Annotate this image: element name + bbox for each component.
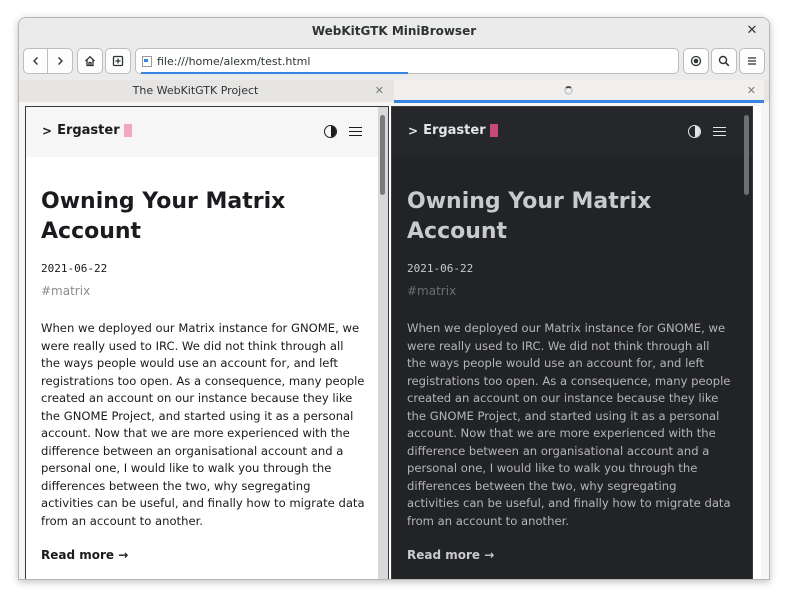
site-menu-icon[interactable] (713, 127, 726, 137)
main-menu-button[interactable] (739, 48, 765, 74)
back-button[interactable] (23, 48, 48, 74)
record-button[interactable] (683, 48, 709, 74)
post-body: When we deployed our Matrix instance for GNOME, we were really used to IRC. We did not think through all the ways people would use an account for, and left registrations too open. As a consequence, many people created an account on our instance because they like the GNOME Project, and started using it as a personal account. Now that we are more experienced with the difference between an organisational account and a personal one, I would like to walk you through the differences between the two, why segregating activities can be useful, and finally how to migrate data from an account to another. (407, 321, 731, 528)
titlebar[interactable] (19, 18, 769, 44)
logo-chevron: > (42, 123, 53, 138)
post-title: Owning Your Matrix Account (407, 189, 652, 244)
tab-close-button[interactable]: ✕ (374, 84, 384, 97)
read-more-link[interactable]: Read more → (407, 548, 495, 562)
scrollbar-thumb[interactable] (380, 115, 385, 195)
url-bar[interactable] (135, 48, 679, 74)
tab-label: The WebKitGTK Project (132, 84, 259, 97)
file-icon (142, 56, 152, 67)
post-tag[interactable]: #matrix (407, 284, 457, 298)
post-tag[interactable]: #matrix (41, 284, 91, 298)
site-logo[interactable] (408, 123, 498, 138)
tab-bar (19, 80, 769, 102)
post-title: Owning Your Matrix Account (41, 189, 286, 244)
window-title: WebKitGTK MiniBrowser (311, 24, 477, 38)
scrollbar-thumb[interactable] (744, 115, 749, 195)
site-menu-icon[interactable] (349, 127, 362, 137)
logo-cursor-block (490, 124, 498, 137)
theme-toggle-icon[interactable] (324, 125, 337, 138)
read-more-link[interactable]: Read more → (41, 548, 129, 562)
site-name: Ergaster (423, 123, 486, 138)
post-date: 2021-06-22 (407, 262, 474, 275)
logo-cursor-block (124, 124, 132, 137)
header-actions (688, 125, 726, 138)
post-date: 2021-06-22 (41, 262, 108, 275)
active-tab-indicator (394, 100, 764, 103)
window-close-button[interactable]: ✕ (746, 23, 758, 38)
forward-button[interactable] (48, 48, 73, 74)
page-dark-theme (391, 106, 753, 580)
home-icon (84, 55, 96, 67)
browser-window (18, 17, 770, 580)
record-icon (690, 55, 702, 67)
search-icon (718, 55, 730, 67)
header-actions (324, 125, 362, 138)
nav-button-group (23, 48, 73, 74)
tab-loading[interactable] (394, 80, 764, 102)
scrollbar-track[interactable] (378, 107, 388, 579)
new-tab-icon (112, 55, 124, 67)
site-header (392, 107, 752, 157)
home-button[interactable] (77, 48, 103, 74)
loading-spinner-icon (564, 86, 573, 95)
toolbar (19, 44, 769, 80)
tab-webkitgtk-project[interactable] (19, 80, 392, 102)
new-tab-button[interactable] (105, 48, 131, 74)
hamburger-menu-icon (746, 55, 758, 67)
search-button[interactable] (711, 48, 737, 74)
site-logo[interactable] (42, 123, 132, 138)
load-progress-bar (141, 72, 408, 74)
theme-toggle-icon[interactable] (688, 125, 701, 138)
site-header (26, 107, 388, 157)
chevron-right-icon (55, 56, 65, 66)
tab-close-button[interactable]: ✕ (746, 84, 756, 97)
chevron-left-icon (31, 56, 41, 66)
logo-chevron: > (408, 123, 419, 138)
url-input[interactable] (157, 55, 678, 68)
site-name: Ergaster (57, 123, 120, 138)
web-content (25, 106, 761, 580)
post-body: When we deployed our Matrix instance for GNOME, we were really used to IRC. We did not think through all the ways people would use an account for, and left registrations too open. As a consequence, many people created an account on our instance because they like the GNOME Project, and started using it as a personal account. Now that we are more experienced with the difference between an organisational account and a personal one, I would like to walk you through the differences between the two, why segregating activities can be useful, and finally how to migrate data from an account to another. (41, 321, 365, 528)
page-light-theme (25, 106, 389, 580)
